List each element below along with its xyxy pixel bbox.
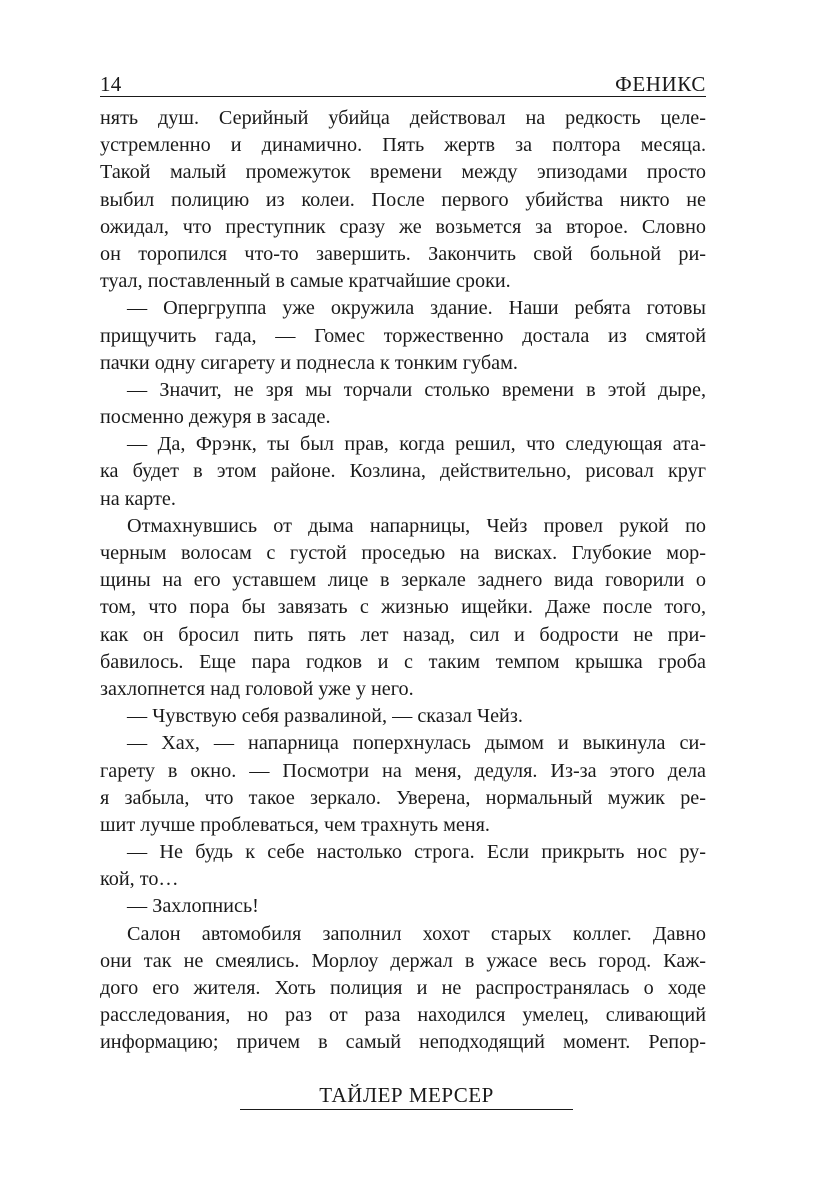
text-line: нять душ. Серийный убийца действовал на редкость целе- bbox=[100, 107, 706, 129]
text-line: Такой малый промежуток времени между эпизодами просто bbox=[100, 161, 706, 184]
text-line: — Хах, — напарница поперхнулась дымом и выкинула си- bbox=[127, 732, 706, 755]
text-line: ка будет в этом районе. Козлина, действительно, рисовал круг bbox=[100, 460, 706, 483]
text-line: том, что пора бы завязать с жизнью ищейки. Даже после того, bbox=[100, 596, 706, 619]
text-line: — Да, Фрэнк, ты был прав, когда решил, что следующая ата- bbox=[127, 433, 706, 456]
text-line: черным волосам с густой проседью на висках. Глубокие мор- bbox=[100, 542, 706, 564]
text-line: прищучить гада, — Гомес торжественно достала из смятой bbox=[100, 324, 706, 347]
text-line: расследования, но раз от раза находился умелец, сливающий bbox=[100, 1004, 706, 1027]
text-line: шит лучше проблеваться, чем трахнуть меня. bbox=[100, 813, 490, 836]
text-line: устремленно и динамично. Пять жертв за полтора месяца. bbox=[100, 134, 706, 157]
text-line: — Чувствую себя развалиной, — сказал Чейз. bbox=[127, 705, 523, 728]
text-line: как он бросил пить пять лет назад, сил и бодрости не при- bbox=[100, 623, 706, 646]
text-line: — Не будь к себе настолько строга. Если прикрыть нос ру- bbox=[127, 841, 706, 864]
text-line: я забыла, что такое зеркало. Уверена, нормальный мужик ре- bbox=[100, 786, 706, 809]
text-line: информацию; причем в самый неподходящий момент. Репор- bbox=[100, 1031, 706, 1054]
running-title: ФЕНИКС bbox=[615, 72, 706, 96]
text-line: туал, поставленный в самые кратчайшие сроки. bbox=[100, 270, 511, 293]
page-header bbox=[100, 68, 706, 97]
text-line: Салон автомобиля заполнил хохот старых коллег. Давно bbox=[127, 922, 706, 945]
text-line: на карте. bbox=[100, 487, 176, 510]
text-line: ожидал, что преступник сразу же возьмется за второе. Словно bbox=[100, 215, 706, 238]
book-page bbox=[100, 68, 706, 1057]
text-line: гарету в окно. — Посмотри на меня, дедуля. Из-за этого дела bbox=[100, 759, 706, 782]
text-line: дого его жителя. Хоть полиция и не распространялась о ходе bbox=[100, 977, 706, 999]
page-footer-author: ТАЙЛЕР МЕРСЕР bbox=[240, 1083, 573, 1110]
text-line: он торопился что-то завершить. Закончить свой больной ри- bbox=[100, 242, 706, 265]
text-line: захлопнется над головой уже у него. bbox=[100, 677, 414, 700]
text-line: щины на его уставшем лице в зеркале заднего вида говорили о bbox=[100, 569, 706, 592]
text-line: — Опергруппа уже окружила здание. Наши ребята готовы bbox=[127, 297, 706, 320]
text-line: пачки одну сигарету и поднесла к тонким губам. bbox=[100, 351, 518, 374]
text-line: посменно дежуря в засаде. bbox=[100, 406, 331, 429]
text-line: Отмахнувшись от дыма напарницы, Чейз провел рукой по bbox=[127, 514, 706, 537]
text-line: — Значит, не зря мы торчали столько времени в этой дыре, bbox=[127, 378, 706, 401]
text-line: кой, то… bbox=[100, 868, 179, 891]
body-text bbox=[100, 105, 706, 1057]
text-line: выбил полицию из колеи. После первого убийства никто не bbox=[100, 188, 706, 211]
page-number: 14 bbox=[100, 72, 122, 96]
text-line: бавилось. Еще пара годков и с таким темпом крышка гроба bbox=[100, 650, 706, 673]
text-line: они так не смеялись. Морлоу держал в ужасе весь город. Каж- bbox=[100, 949, 706, 972]
text-line: — Захлопнись! bbox=[127, 895, 259, 918]
